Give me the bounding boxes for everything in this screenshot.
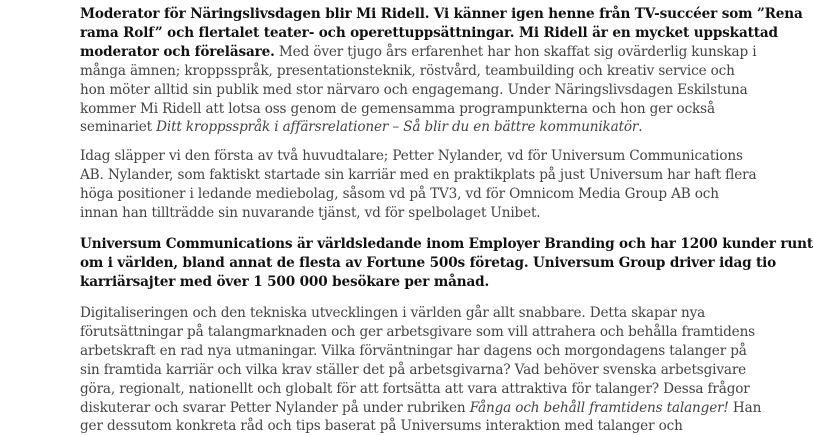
bold-text: karriärsajter med över 1 500 000 besökare per månad. (80, 273, 490, 290)
body-text: sin framtida karriär och vilka krav ställer det på arbetsgivarna? Vad behöver svenska arbetsgivare (80, 361, 747, 378)
bold-text: moderator och föreläsare. (80, 43, 275, 60)
body-text: kommer Mi Ridell att lotsa oss genom de gemensamma programpunkterna och hon ger också (80, 100, 715, 117)
text-line (80, 166, 757, 185)
text-line (80, 399, 762, 418)
italic-title: Ditt kroppsspråk i affärsrelationer – Så blir du en bättre kommunikatör (156, 119, 639, 136)
text-line (80, 62, 735, 81)
text-line (80, 43, 757, 62)
text-line (80, 273, 700, 292)
paragraph-keynote-speaker (80, 147, 757, 223)
text-line (80, 5, 803, 24)
bold-text: rama Rolf” och flertalet teater- och operettuppsättningar. Mi Ridell är en mycket uppskattad (80, 24, 778, 41)
text-line (80, 380, 750, 399)
paragraph-moderator (80, 5, 803, 137)
paragraph-digitalization (80, 304, 762, 436)
bold-text: Moderator för Näringslivsdagen blir Mi Ridell. Vi känner igen henne från TV-succéer som ”Rena (80, 6, 803, 22)
text-line (80, 304, 706, 323)
text-line (80, 147, 743, 166)
body-text: göra, regionalt, nationellt och globalt för att fortsätta att vara attraktiva för talanger? Dessa frågor (80, 380, 750, 397)
paragraph-universum-facts (80, 235, 813, 292)
bold-text: Universum Communications är världsledande inom Employer Branding och har 1200 kunder runt (80, 236, 813, 252)
body-text: diskuterar och svarar Petter Nylander på under rubriken (80, 399, 470, 416)
text-line (80, 204, 700, 223)
text-line (80, 81, 748, 100)
body-text: Med över tjugo års erfarenhet har hon skaffat sig ovärderlig kunskap i (274, 43, 757, 60)
body-text: Digitaliseringen och den tekniska utvecklingen i världen går allt snabbare. Detta skapar nya (80, 305, 706, 321)
body-text: seminariet (80, 119, 157, 136)
text-line (80, 417, 700, 436)
body-text: AB. Nylander, som faktiskt startade sin karriär med en praktikplats på just Universum har haft flera (80, 166, 757, 183)
text-line (80, 361, 747, 380)
body-text: ger dessutom konkreta råd och tips baserat på Universums interaktion med talanger och (80, 418, 683, 435)
body-text: . (638, 119, 643, 136)
bold-text: om i världen, bland annat de flesta av Fortune 500s företag. Universum Group driver idag tio (80, 254, 777, 271)
text-line (80, 185, 719, 204)
text-line (80, 323, 755, 342)
text-line (80, 235, 813, 254)
text-line (80, 100, 715, 119)
body-text: arbetskraft en rad nya utmaningar. Vilka förväntningar har dagens och morgondagens talanger på (80, 342, 747, 359)
body-text: hon möter alltid sin publik med stor närvaro och engagemang. Under Näringslivsdagen Eskilstuna (80, 81, 748, 98)
body-text: innan han tillträdde sin nuvarande tjänst, vd för spelbolaget Unibet. (80, 204, 541, 221)
body-text: många ämnen; kroppsspråk, presentationsteknik, röstvård, teambuilding och kreativ service och (80, 62, 735, 79)
text-line (80, 118, 700, 137)
body-text: förutsättningar på talangmarknaden och ger arbetsgivare som vill attrahera och behålla framtidens (80, 323, 755, 340)
italic-title: Fånga och behåll framtidens talanger! (469, 399, 729, 416)
text-line (80, 342, 747, 361)
body-text: Idag släpper vi den första av två huvudtalare; Petter Nylander, vd för Universum Communications (80, 148, 743, 164)
body-text: höga positioner i ledande mediebolag, såsom vd på TV3, vd för Omnicom Media Group AB och (80, 185, 719, 202)
body-text: Han (728, 399, 762, 416)
text-line (80, 254, 777, 273)
text-line (80, 24, 778, 43)
